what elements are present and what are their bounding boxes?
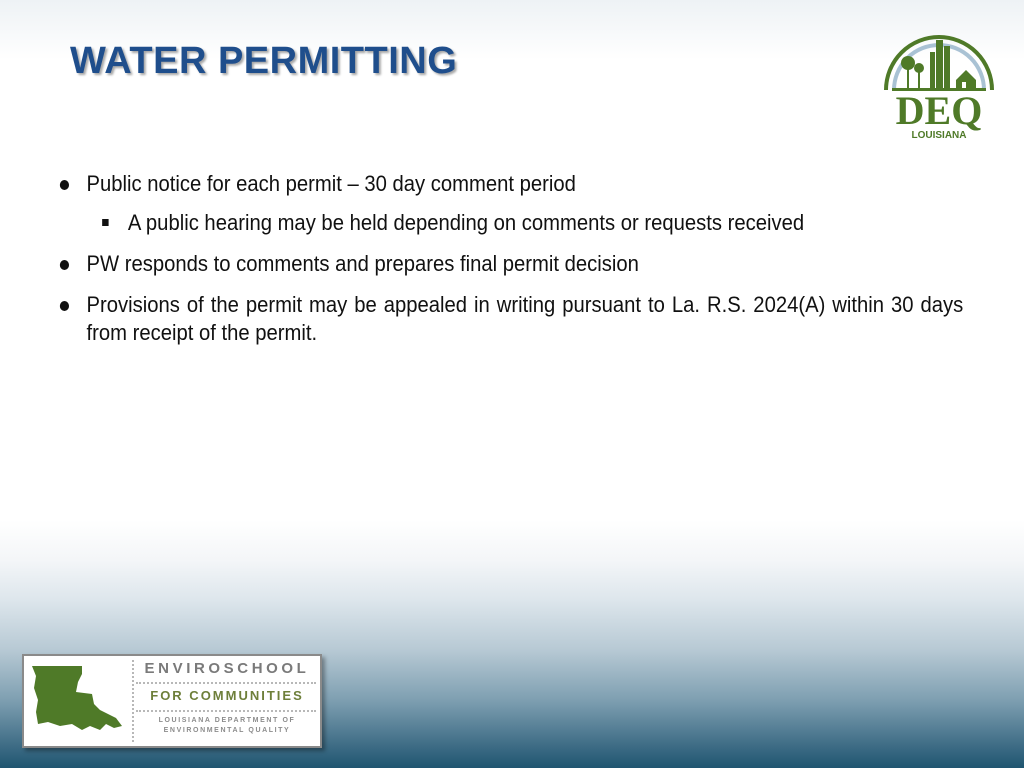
svg-text:LOUISIANA: LOUISIANA <box>911 130 967 141</box>
louisiana-map-icon <box>30 664 126 738</box>
round-bullet-icon <box>60 180 69 190</box>
bullet-item <box>58 170 963 198</box>
deq-logo-icon <box>878 18 1000 148</box>
badge-divider <box>132 660 134 742</box>
badge-subtitle: FOR COMMUNITIES <box>150 688 304 703</box>
badge-separator <box>136 710 316 712</box>
deq-logo <box>878 18 1000 148</box>
sub-bullet-item <box>58 209 963 237</box>
bullet-list <box>58 170 963 347</box>
round-bullet-icon <box>60 301 69 311</box>
badge-title: ENVIROSCHOOL <box>144 660 310 677</box>
square-bullet-icon <box>102 219 108 226</box>
badge-separator <box>136 682 316 684</box>
slide-content <box>58 170 963 360</box>
bullet-text: Public notice for each permit – 30 day comment period <box>86 171 576 196</box>
enviroschool-badge <box>22 654 322 748</box>
round-bullet-icon <box>60 260 69 270</box>
slide-title: WATER PERMITTING <box>70 40 458 82</box>
bullet-text: PW responds to comments and prepares final permit decision <box>86 251 639 276</box>
badge-caption-line: LOUISIANA DEPARTMENT OF <box>158 717 296 724</box>
svg-text:DEQ: DEQ <box>895 88 983 133</box>
sub-bullet-text: A public hearing may be held depending on comments or requests received <box>127 210 805 235</box>
bullet-text: Provisions of the permit may be appealed in writing pursuant to La. R.S. 2024(A) within 30 days from receipt of the permit. <box>86 292 964 345</box>
bullet-item <box>58 250 963 278</box>
badge-caption <box>140 716 314 736</box>
badge-caption-line: ENVIRONMENTAL QUALITY <box>163 727 291 734</box>
bullet-item <box>58 291 963 347</box>
